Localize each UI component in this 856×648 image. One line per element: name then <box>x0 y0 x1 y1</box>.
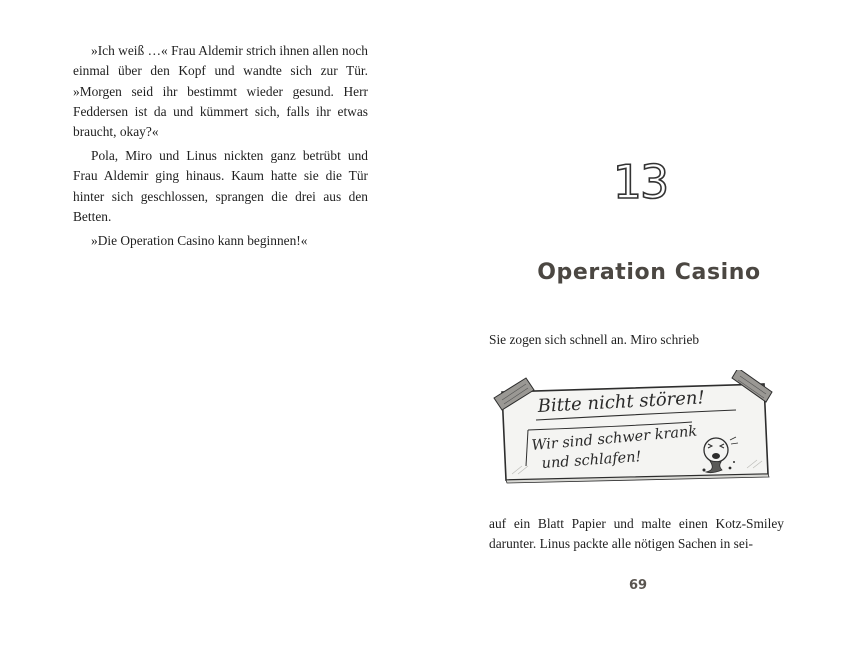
page-number: 69 <box>628 578 648 593</box>
right-page <box>428 0 856 648</box>
paragraph-after-note: auf ein Blatt Papier und malte einen Kotz-Smiley darunter. Linus packte alle nötigen Sachen in sei- <box>489 516 784 552</box>
chapter-number: 13 <box>612 155 668 209</box>
paragraph-1: »Ich weiß …« Frau Aldemir strich ihnen allen noch einmal über den Kopf und wandte sich zur Tür. »Morgen seid ihr bestimmt wieder gesund. Herr Feddersen ist da und kümmert sich, falls ihr etwas braucht, okay?« <box>73 43 368 140</box>
paragraph-before-note: Sie zogen sich schnell an. Miro schrieb <box>489 332 700 347</box>
note-line-3: und schlafen! <box>541 449 642 472</box>
paragraph-3: »Die Operation Casino kann beginnen!« <box>91 233 308 248</box>
note-illustration <box>492 370 774 486</box>
chapter-title: Operation Casino <box>537 260 761 285</box>
note-line-2: Wir sind schwer krank <box>530 423 698 454</box>
note-line-1: Bitte nicht stören! <box>537 387 706 417</box>
paragraph-2: Pola, Miro und Linus nickten ganz betrübt und Frau Aldemir ging hinaus. Kaum hatte sie die Tür hinter sich geschlossen, sprangen die drei aus den Betten. <box>73 148 368 224</box>
